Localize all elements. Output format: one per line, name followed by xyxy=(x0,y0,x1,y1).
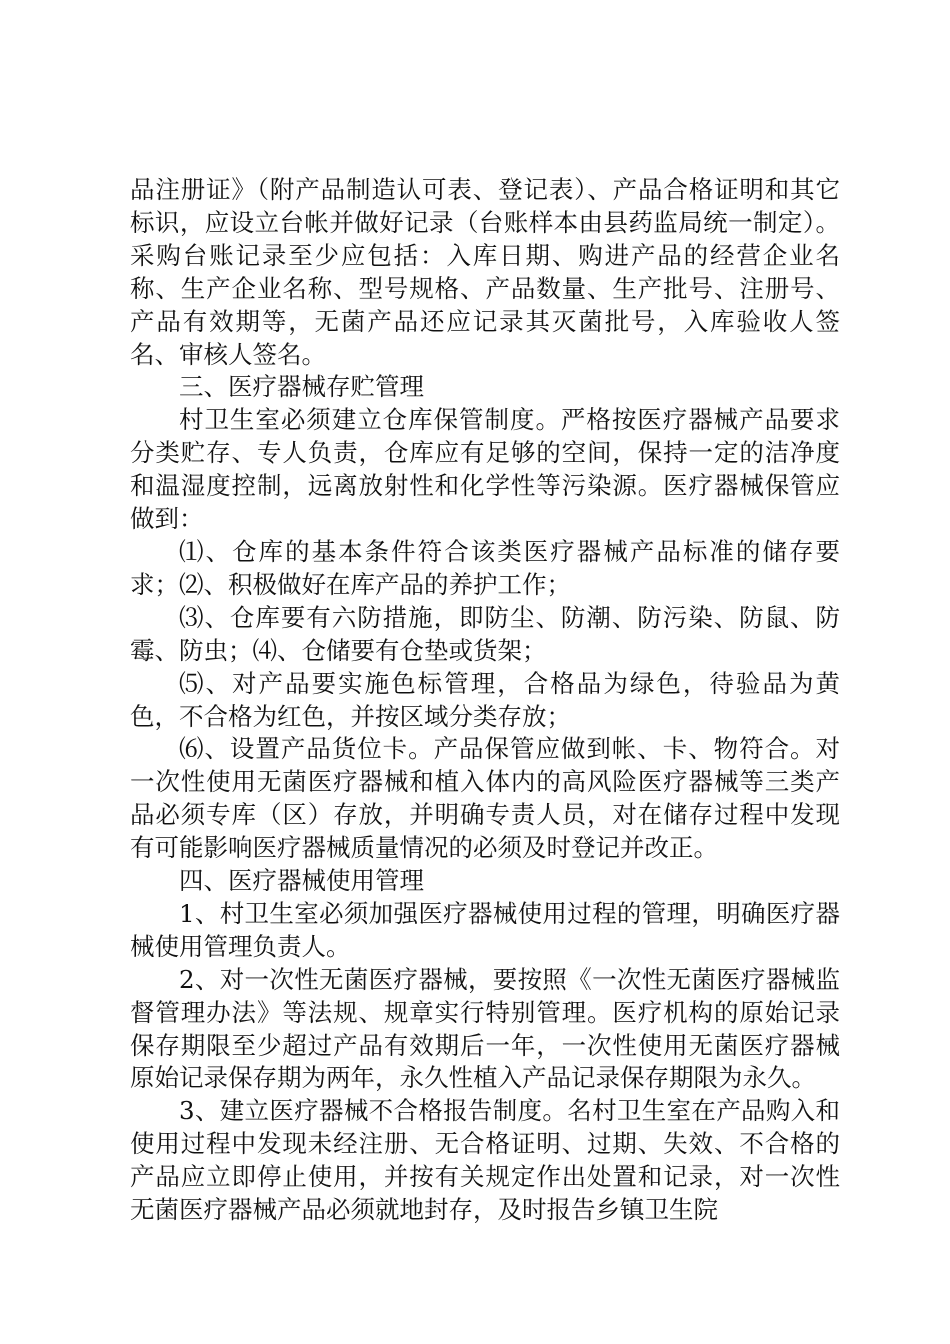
paragraph-registration-records: 品注册证》（附产品制造认可表、登记表）、产品合格证明和其它标识，应设立台帐并做好记录（台账样本由县药监局统一制定）。采购台账记录至少应包括：入库日期、购进产品的经营企业名称、生产企业名称、型号规格、产品数量、生产批号、注册号、产品有效期等，无菌产品还应记录其灭菌批号，入库验收人签名、审核人签名。 xyxy=(130,175,840,369)
list-item-storage-1-2: ⑴、仓库的基本条件符合该类医疗器械产品标准的储存要求；⑵、积极做好在库产品的养护工作； xyxy=(130,536,840,599)
section-heading-storage: 三、医疗器械存贮管理 xyxy=(179,372,424,402)
paragraph-usage-2: 2、对一次性无菌医疗器械，要按照《一次性无菌医疗器械监督管理办法》等法规、规章实行特别管理。医疗机构的原始记录保存期限至少超过产品有效期后一年，一次性使用无菌医疗器械原始记录保存期为两年，永久性植入产品记录保存期限为永久。 xyxy=(130,964,840,1093)
paragraph-usage-1: 1、村卫生室必须加强医疗器械使用过程的管理，明确医疗器械使用管理负责人。 xyxy=(130,898,840,961)
document-body xyxy=(130,174,840,1227)
list-item-storage-3-4: ⑶、仓库要有六防措施，即防尘、防潮、防污染、防鼠、防霉、防虫；⑷、仓储要有仓垫或货架； xyxy=(130,602,840,665)
section-heading-usage: 四、医疗器械使用管理 xyxy=(179,866,424,896)
list-item-storage-5: ⑸、对产品要实施色标管理，合格品为绿色，待验品为黄色，不合格为红色，并按区域分类存放； xyxy=(130,668,840,731)
list-item-storage-6: ⑹、设置产品货位卡。产品保管应做到帐、卡、物符合。对一次性使用无菌医疗器械和植入体内的高风险医疗器械等三类产品必须专库（区）存放，并明确专责人员，对在储存过程中发现有可能影响医疗器械质量情况的必须及时登记并改正。 xyxy=(130,734,840,863)
paragraph-warehouse-system: 村卫生室必须建立仓库保管制度。严格按医疗器械产品要求分类贮存、专人负责，仓库应有足够的空间，保持一定的洁净度和温湿度控制，远离放射性和化学性等污染源。医疗器械保管应做到： xyxy=(130,405,840,534)
paragraph-usage-3: 3、建立医疗器械不合格报告制度。名村卫生室在产品购入和使用过程中发现未经注册、无合格证明、过期、失效、不合格的产品应立即停止使用，并按有关规定作出处置和记录，对一次性无菌医疗器械产品必须就地封存，及时报告乡镇卫生院 xyxy=(130,1096,840,1225)
